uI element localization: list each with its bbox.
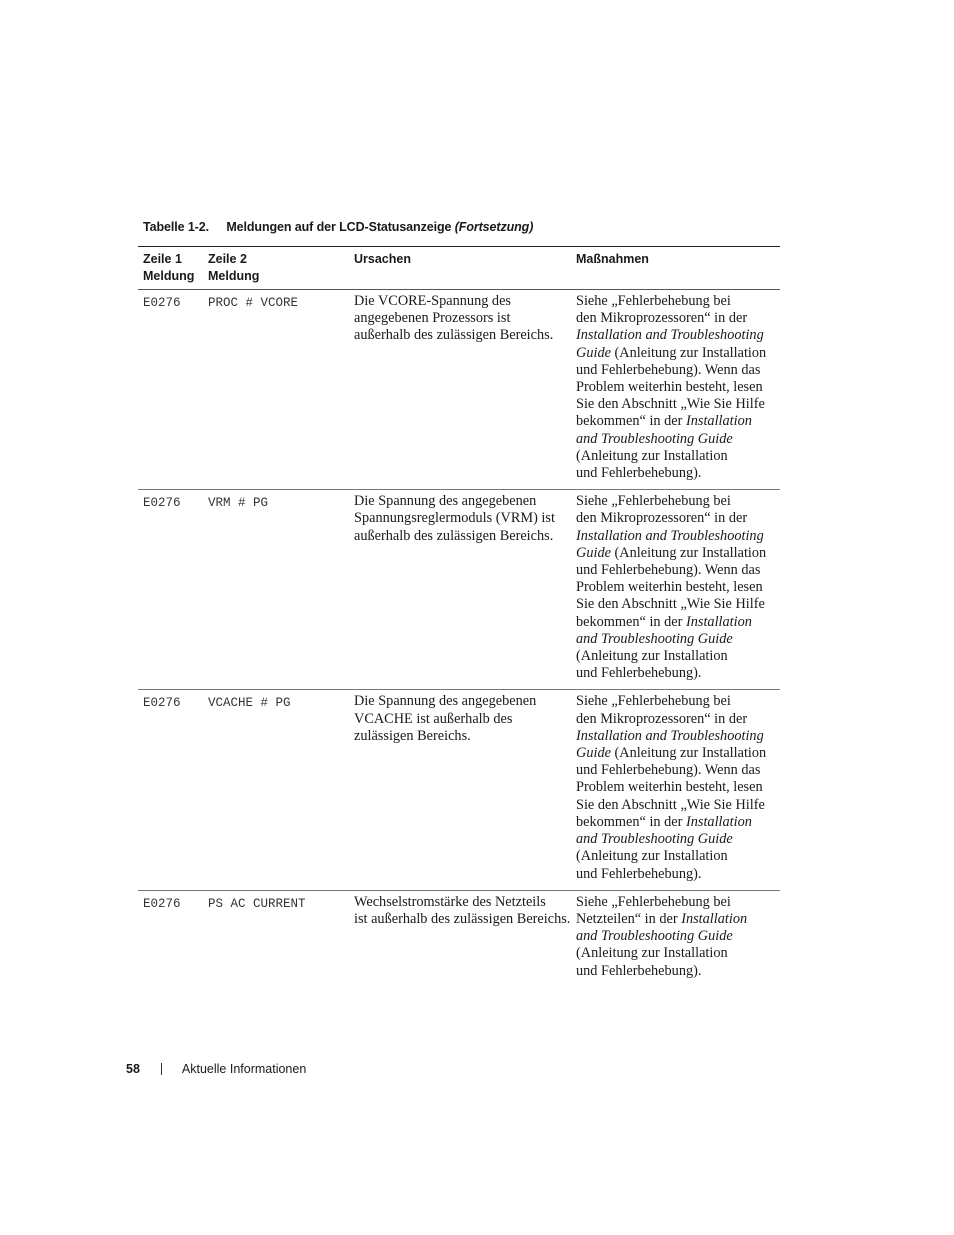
cause-line: Die VCORE-Spannung des — [354, 293, 511, 309]
line2-message-cell: PROC # VCORE — [208, 296, 299, 310]
action-italic-text: Installation — [681, 910, 748, 927]
action-text: und Fehlerbehebung). — [576, 865, 702, 882]
action-text: bekommen“ in der — [576, 813, 686, 830]
action-line — [576, 848, 780, 865]
action-text: Siehe „Fehlerbehebung bei — [576, 693, 731, 710]
action-text: den Mikroprozessoren“ in der — [576, 310, 748, 327]
action-text: und Fehlerbehebung). — [576, 962, 702, 979]
line1-message-cell: E0276 — [143, 896, 181, 911]
action-text: Sie den Abschnitt „Wie Sie Hilfe — [576, 796, 765, 813]
action-line — [576, 579, 780, 596]
action-line — [576, 379, 780, 396]
action-line — [576, 831, 780, 848]
line2-message-cell: VCACHE # PG — [208, 696, 291, 711]
action-text: den Mikroprozessoren“ in der — [576, 710, 748, 727]
table-row — [138, 891, 780, 987]
action-text: bekommen“ in der — [576, 613, 686, 630]
action-italic-text: and Troubleshooting Guide — [576, 630, 733, 647]
action-text: und Fehlerbehebung). Wenn das — [576, 762, 761, 779]
lcd-messages-table — [138, 246, 780, 987]
action-line — [576, 431, 780, 448]
action-text: (Anleitung zur Installation — [610, 745, 767, 762]
action-line — [576, 928, 780, 945]
action-line — [576, 596, 780, 613]
action-cell — [576, 690, 780, 889]
action-line — [576, 631, 780, 648]
footer-separator — [161, 1063, 162, 1075]
action-text: (Anleitung zur Installation — [576, 648, 728, 665]
action-text: und Fehlerbehebung). — [576, 465, 702, 482]
action-text: (Anleitung zur Installation — [610, 344, 767, 361]
action-text: Sie den Abschnitt „Wie Sie Hilfe — [576, 596, 765, 613]
action-text: Siehe „Fehlerbehebung bei — [576, 493, 731, 510]
action-line — [576, 545, 780, 562]
action-text: und Fehlerbehebung). — [576, 665, 702, 682]
action-line — [576, 762, 780, 779]
cause-line: VCACHE ist außerhalb des — [354, 710, 513, 727]
action-italic-text: Installation and Troubleshooting — [576, 327, 764, 344]
action-text: und Fehlerbehebung). Wenn das — [576, 562, 761, 579]
action-italic-text: Guide — [576, 745, 611, 762]
action-line — [576, 493, 780, 510]
action-text: Problem weiterhin besteht, lesen — [576, 379, 763, 396]
action-italic-text: and Troubleshooting Guide — [576, 831, 733, 848]
action-line — [576, 745, 780, 762]
page-footer — [126, 1062, 306, 1076]
action-cell — [576, 891, 780, 987]
action-line — [576, 396, 780, 413]
cause-line: Die Spannung des angegebenen — [354, 693, 537, 710]
table-title: Meldungen auf der LCD-Statusanzeige — [226, 220, 452, 234]
header-line2-message: Zeile 2 Meldung — [208, 252, 260, 283]
cause-line: ist außerhalb des zulässigen Bereichs. — [354, 910, 571, 927]
table-row — [138, 490, 780, 690]
line2-message-cell: VRM # PG — [208, 496, 269, 511]
action-text: Siehe „Fehlerbehebung bei — [576, 293, 731, 309]
table-number: Tabelle 1-2. — [143, 220, 209, 234]
action-italic-text: and Troubleshooting Guide — [576, 928, 733, 945]
header-line1-message: Zeile 1 Meldung — [143, 252, 195, 283]
cause-line: Wechselstromstärke des Netzteils — [354, 893, 546, 910]
line2-message-cell: PS AC CURRENT — [208, 896, 306, 911]
cause-cell — [354, 490, 576, 689]
action-italic-text: and Troubleshooting Guide — [576, 430, 733, 447]
cause-line: Die Spannung des angegebenen — [354, 493, 537, 510]
action-line — [576, 614, 780, 631]
line1-message-cell: E0276 — [143, 496, 181, 511]
action-line — [576, 648, 780, 665]
action-text: (Anleitung zur Installation — [576, 447, 728, 464]
line1-message-cell: E0276 — [143, 696, 181, 711]
cause-cell — [354, 690, 576, 889]
action-text: Netzteilen“ in der — [576, 910, 682, 927]
action-text: Siehe „Fehlerbehebung bei — [576, 893, 731, 910]
action-italic-text: Installation — [685, 413, 752, 430]
action-line — [576, 345, 780, 362]
action-italic-text: Installation and Troubleshooting — [576, 527, 764, 544]
action-line — [576, 797, 780, 814]
page-number: 58 — [126, 1062, 140, 1076]
footer-section-title: Aktuelle Informationen — [181, 1062, 307, 1076]
action-line — [576, 310, 780, 327]
action-line — [576, 665, 780, 682]
action-italic-text: Installation — [685, 613, 752, 630]
action-line — [576, 528, 780, 545]
action-line — [576, 413, 780, 430]
table-body — [138, 290, 780, 987]
cause-cell — [354, 290, 576, 489]
action-line — [576, 327, 780, 344]
action-line — [576, 693, 780, 710]
action-italic-text: Guide — [576, 344, 611, 361]
action-line — [576, 711, 780, 728]
header-actions: Maßnahmen — [576, 252, 649, 266]
action-line — [576, 448, 780, 465]
header-causes: Ursachen — [354, 252, 411, 266]
action-italic-text: Installation and Troubleshooting — [576, 727, 764, 744]
action-line — [576, 963, 780, 980]
table-caption — [143, 220, 533, 234]
action-line — [576, 866, 780, 883]
action-italic-text: Guide — [576, 544, 611, 561]
action-text: bekommen“ in der — [576, 413, 686, 430]
action-line — [576, 465, 780, 482]
cause-line: zulässigen Bereichs. — [354, 727, 471, 744]
action-line — [576, 562, 780, 579]
table-row — [138, 690, 780, 890]
action-line — [576, 362, 780, 379]
action-line — [576, 814, 780, 831]
action-text: (Anleitung zur Installation — [576, 945, 728, 962]
action-text: Problem weiterhin besteht, lesen — [576, 579, 763, 596]
action-cell — [576, 290, 780, 489]
cause-line: außerhalb des zulässigen Bereichs. — [354, 327, 554, 344]
table-header — [138, 247, 780, 290]
action-text: den Mikroprozessoren“ in der — [576, 510, 748, 527]
table-row — [138, 290, 780, 490]
action-text: und Fehlerbehebung). Wenn das — [576, 361, 761, 378]
cause-cell — [354, 891, 576, 987]
action-line — [576, 911, 780, 928]
table-continuation: (Fortsetzung) — [454, 220, 534, 234]
cause-line: Spannungsreglermoduls (VRM) ist — [354, 510, 555, 527]
action-text: Sie den Abschnitt „Wie Sie Hilfe — [576, 396, 765, 413]
action-text: (Anleitung zur Installation — [576, 848, 728, 865]
action-italic-text: Installation — [685, 813, 752, 830]
action-line — [576, 894, 780, 911]
action-line — [576, 728, 780, 745]
action-line — [576, 510, 780, 527]
action-line — [576, 293, 780, 310]
cause-line: angegebenen Prozessors ist — [354, 310, 511, 327]
line1-message-cell: E0276 — [143, 296, 181, 310]
action-cell — [576, 490, 780, 689]
cause-line: außerhalb des zulässigen Bereichs. — [354, 527, 554, 544]
action-text: (Anleitung zur Installation — [610, 544, 767, 561]
action-line — [576, 779, 780, 796]
action-text: Problem weiterhin besteht, lesen — [576, 779, 763, 796]
action-line — [576, 945, 780, 962]
